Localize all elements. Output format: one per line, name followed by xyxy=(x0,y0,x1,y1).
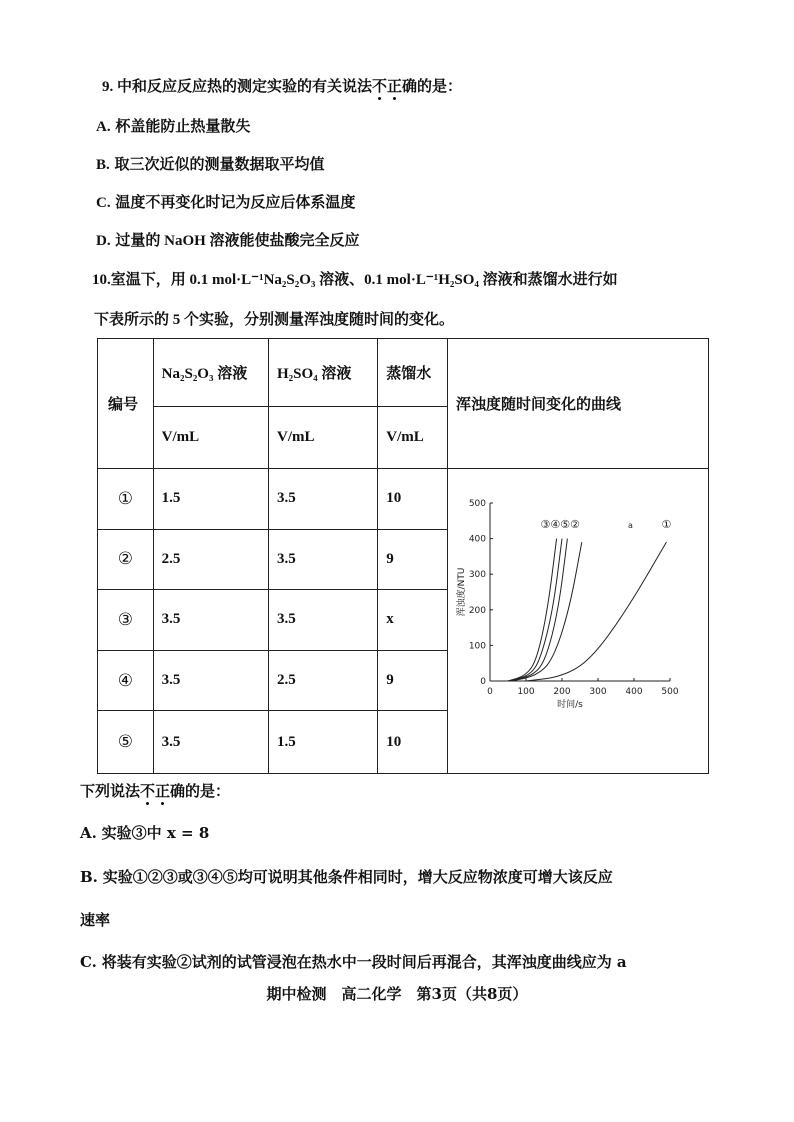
q9-option-d: D. 过量的 NaOH 溶液能使盐酸完全反应 xyxy=(96,233,360,249)
x-tick-label: 400 xyxy=(625,687,643,697)
y-tick-label: 300 xyxy=(468,570,486,581)
cell-water: x xyxy=(378,590,448,651)
y-tick-label: 200 xyxy=(468,605,486,616)
experiment-table xyxy=(97,338,709,774)
x-tick-label: 300 xyxy=(589,687,607,697)
x-tick-label: 100 xyxy=(517,687,535,697)
q9-option-c: C. 温度不再变化时记为反应后体系温度 xyxy=(96,195,356,211)
y-tick-label: 500 xyxy=(468,499,486,509)
y-tick-label: 400 xyxy=(468,534,486,545)
row-id: ④ xyxy=(98,650,154,711)
q10-ask: 下列说法不正确的是： xyxy=(80,782,231,800)
q10-option-c: C. 将装有实验②试剂的试管浸泡在热水中一段时间后再混合，其浑浊度曲线应为 a xyxy=(80,953,627,971)
q10-stem-line2: 下表所示的 5 个实验，分别测量浑浊度随时间的变化。 xyxy=(94,312,455,328)
header-curve: 浑浊度随时间变化的曲线 xyxy=(447,339,708,469)
cell-na2s2o3: 3.5 xyxy=(153,650,268,711)
x-tick-label: 200 xyxy=(553,687,571,697)
row-id: ⑤ xyxy=(98,711,154,774)
cell-water: 10 xyxy=(378,469,448,530)
curve-label-group: ③④⑤② xyxy=(540,517,580,531)
unit-na2s2o3: V/mL xyxy=(153,407,268,469)
q9-stem: 9. 中和反应反应热的测定实验的有关说法不正确的是： xyxy=(102,75,462,96)
q9-option-a: A. 杯盖能防止热量散失 xyxy=(96,119,251,135)
series-line xyxy=(508,539,567,681)
q9-option-b: B. 取三次近似的测量数据取平均值 xyxy=(96,157,325,173)
q10-option-a: A. 实验③中 x = 8 xyxy=(80,824,210,842)
q10-option-b: B. 实验①②③或③④⑤均可说明其他条件相同时，增大反应物浓度可增大该反应 xyxy=(80,868,613,886)
cell-na2s2o3: 2.5 xyxy=(153,529,268,590)
x-tick-label: 500 xyxy=(661,687,679,697)
page-footer: 期中检测 高二化学 第3页（共8页） xyxy=(266,985,528,1003)
cell-water: 9 xyxy=(378,529,448,590)
curve-label-a: a xyxy=(627,520,633,530)
y-tick-label: 0 xyxy=(480,677,486,687)
y-tick-label: 100 xyxy=(468,641,486,652)
x-tick-label: 0 xyxy=(487,687,493,697)
header-water: 蒸馏水 xyxy=(378,339,448,407)
x-axis-label: 时间/s xyxy=(557,700,583,710)
cell-na2s2o3: 3.5 xyxy=(153,711,268,774)
chart-cell xyxy=(447,469,708,774)
cell-h2so4: 3.5 xyxy=(268,469,377,530)
y-axis-label: 浑浊度/NTU xyxy=(456,567,467,617)
header-id: 编号 xyxy=(98,339,154,469)
q10-stem-line1: 10.室温下，用 0.1 mol·L⁻¹Na₂S₂O₃ 溶液、0.1 mol·L⁻¹H₂SO₄ 溶液和蒸馏水进行如 xyxy=(92,272,618,288)
header-h2so4: H₂SO₄ 溶液 xyxy=(268,339,377,407)
series-line xyxy=(508,539,557,681)
cell-water: 10 xyxy=(378,711,448,774)
cell-h2so4: 2.5 xyxy=(268,650,377,711)
row-id: ② xyxy=(98,529,154,590)
cell-na2s2o3: 1.5 xyxy=(153,469,268,530)
row-id: ③ xyxy=(98,590,154,651)
curve-label-1: ① xyxy=(661,517,672,531)
unit-water: V/mL xyxy=(378,407,448,469)
cell-na2s2o3: 3.5 xyxy=(153,590,268,651)
header-na2s2o3: Na₂S₂O₃ 溶液 xyxy=(153,339,268,407)
cell-h2so4: 3.5 xyxy=(268,529,377,590)
unit-h2so4: V/mL xyxy=(268,407,377,469)
cell-h2so4: 3.5 xyxy=(268,590,377,651)
row-id: ① xyxy=(98,469,154,530)
cell-water: 9 xyxy=(378,650,448,711)
cell-h2so4: 1.5 xyxy=(268,711,377,774)
turbidity-chart xyxy=(448,469,708,769)
q10-option-b-cont: 速率 xyxy=(80,911,111,929)
table-row xyxy=(98,469,709,530)
